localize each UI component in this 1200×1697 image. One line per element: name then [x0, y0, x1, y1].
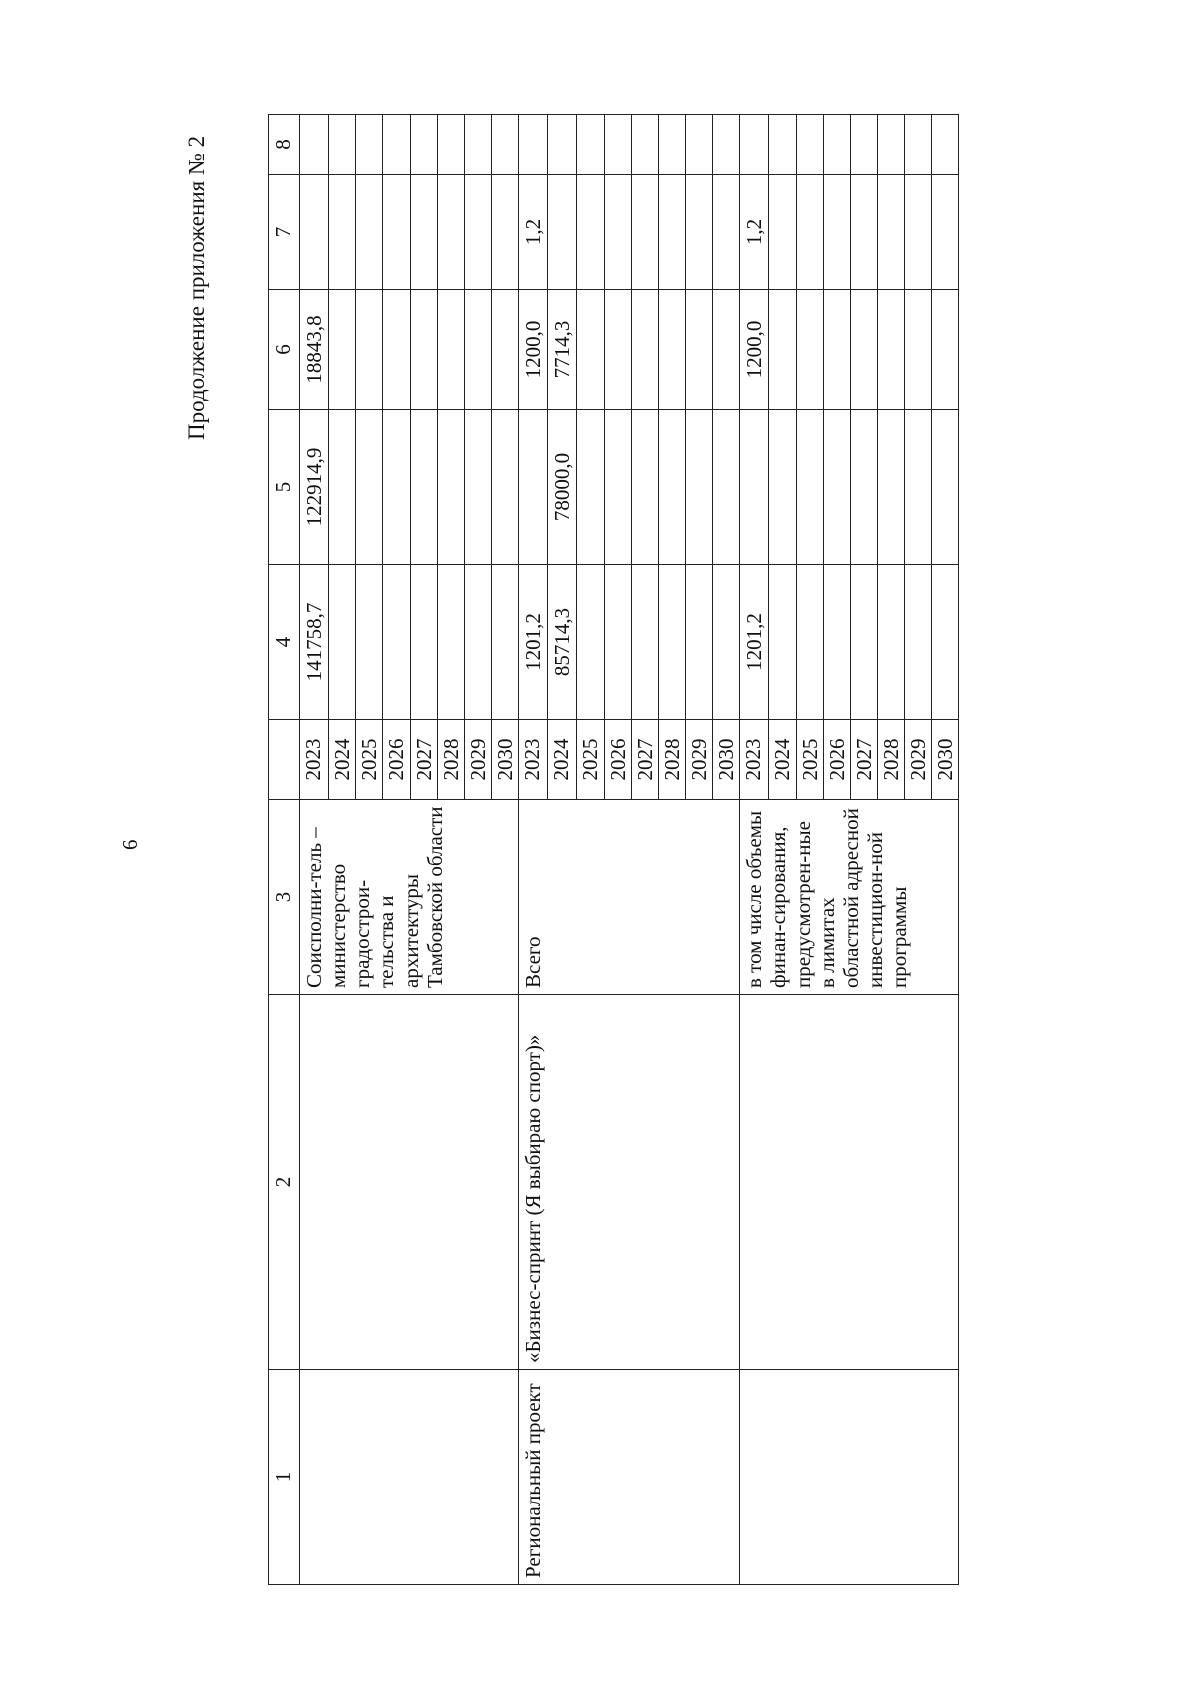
value-cell-c7 [464, 175, 491, 290]
value-cell-c7 [877, 175, 904, 290]
value-cell-c8 [548, 115, 577, 175]
value-cell-c4 [464, 565, 491, 720]
value-cell-c8 [796, 115, 823, 175]
source-cell: Соисполни-тель – министерство градострои-тельства и архитектуры Тамбовской области [300, 800, 519, 995]
header-cell [269, 720, 300, 800]
value-cell-c5 [932, 410, 959, 565]
year-cell: 2025 [796, 720, 823, 800]
value-cell-c5 [383, 410, 410, 565]
value-cell-c4 [631, 565, 658, 720]
value-cell-c8 [410, 115, 437, 175]
table-row [519, 115, 548, 1585]
value-cell-c6 [383, 290, 410, 410]
value-cell-c5: 78000,0 [548, 410, 577, 565]
year-cell: 2023 [740, 720, 769, 800]
value-cell-c6: 18843,8 [300, 290, 329, 410]
year-cell: 2026 [823, 720, 850, 800]
value-cell-c6 [491, 290, 518, 410]
value-cell-c8 [604, 115, 631, 175]
table-row [740, 115, 769, 1585]
value-cell-c5 [740, 410, 769, 565]
table-header-row [269, 115, 300, 1585]
value-cell-c7 [300, 175, 329, 290]
year-cell: 2026 [383, 720, 410, 800]
event-name-cell [300, 1370, 519, 1585]
value-cell-c5 [356, 410, 383, 565]
value-cell-c8 [356, 115, 383, 175]
value-cell-c6 [685, 290, 712, 410]
value-cell-c6 [437, 290, 464, 410]
year-cell: 2028 [877, 720, 904, 800]
value-cell-c5 [658, 410, 685, 565]
value-cell-c7 [577, 175, 604, 290]
year-cell: 2028 [437, 720, 464, 800]
year-cell: 2026 [604, 720, 631, 800]
value-cell-c6 [658, 290, 685, 410]
value-cell-c8 [519, 115, 548, 175]
value-cell-c6 [796, 290, 823, 410]
year-cell: 2025 [577, 720, 604, 800]
table-row [300, 115, 329, 1585]
value-cell-c8 [300, 115, 329, 175]
header-cell: 1 [269, 1370, 300, 1585]
rotated-table-container [268, 115, 1078, 1585]
value-cell-c6: 7714,3 [548, 290, 577, 410]
value-cell-c4 [437, 565, 464, 720]
value-cell-c7 [658, 175, 685, 290]
value-cell-c7 [905, 175, 932, 290]
value-cell-c4 [905, 565, 932, 720]
header-cell: 2 [269, 995, 300, 1370]
project-name-cell: «Бизнес-спринт (Я выбираю спорт)» [519, 995, 740, 1370]
year-cell: 2027 [410, 720, 437, 800]
year-cell: 2024 [548, 720, 577, 800]
header-cell: 6 [269, 290, 300, 410]
value-cell-c8 [383, 115, 410, 175]
value-cell-c6 [577, 290, 604, 410]
value-cell-c5 [410, 410, 437, 565]
value-cell-c4 [577, 565, 604, 720]
year-cell: 2030 [491, 720, 518, 800]
value-cell-c6 [769, 290, 796, 410]
value-cell-c7 [932, 175, 959, 290]
value-cell-c7 [356, 175, 383, 290]
value-cell-c5 [577, 410, 604, 565]
header-cell: 7 [269, 175, 300, 290]
value-cell-c7 [437, 175, 464, 290]
value-cell-c5 [604, 410, 631, 565]
year-cell: 2027 [631, 720, 658, 800]
value-cell-c4 [658, 565, 685, 720]
year-cell: 2029 [685, 720, 712, 800]
year-cell: 2023 [300, 720, 329, 800]
value-cell-c8 [850, 115, 877, 175]
year-cell: 2030 [932, 720, 959, 800]
value-cell-c5 [905, 410, 932, 565]
value-cell-c6 [631, 290, 658, 410]
value-cell-c6 [877, 290, 904, 410]
value-cell-c5 [769, 410, 796, 565]
value-cell-c5 [823, 410, 850, 565]
value-cell-c8 [329, 115, 356, 175]
value-cell-c4: 1201,2 [740, 565, 769, 720]
year-cell: 2030 [713, 720, 740, 800]
value-cell-c7 [548, 175, 577, 290]
value-cell-c7 [769, 175, 796, 290]
value-cell-c5 [850, 410, 877, 565]
value-cell-c7 [491, 175, 518, 290]
value-cell-c7 [796, 175, 823, 290]
value-cell-c7 [713, 175, 740, 290]
value-cell-c6: 1200,0 [519, 290, 548, 410]
event-name-cell: Региональный проект [519, 1370, 740, 1585]
value-cell-c4 [604, 565, 631, 720]
value-cell-c4 [796, 565, 823, 720]
value-cell-c7 [329, 175, 356, 290]
value-cell-c5 [437, 410, 464, 565]
value-cell-c6 [905, 290, 932, 410]
value-cell-c8 [823, 115, 850, 175]
source-cell: в том числе объемы финан-сирования, предусмотрен-ные в лимитах областной адресной инвестицион-ной программы [740, 800, 959, 995]
value-cell-c5 [519, 410, 548, 565]
year-cell: 2024 [329, 720, 356, 800]
event-name-cell [740, 1370, 959, 1585]
value-cell-c4 [850, 565, 877, 720]
value-cell-c6 [329, 290, 356, 410]
financing-table [268, 114, 959, 1585]
value-cell-c7: 1,2 [519, 175, 548, 290]
source-cell: Всего [519, 800, 740, 995]
value-cell-c8 [491, 115, 518, 175]
value-cell-c6 [823, 290, 850, 410]
value-cell-c8 [769, 115, 796, 175]
value-cell-c6 [604, 290, 631, 410]
value-cell-c4 [329, 565, 356, 720]
value-cell-c5 [796, 410, 823, 565]
value-cell-c4 [383, 565, 410, 720]
year-cell: 2029 [905, 720, 932, 800]
value-cell-c8 [631, 115, 658, 175]
value-cell-c6 [356, 290, 383, 410]
value-cell-c7 [823, 175, 850, 290]
value-cell-c5 [329, 410, 356, 565]
value-cell-c6 [410, 290, 437, 410]
value-cell-c4 [823, 565, 850, 720]
value-cell-c7 [685, 175, 712, 290]
value-cell-c7 [850, 175, 877, 290]
value-cell-c4: 141758,7 [300, 565, 329, 720]
value-cell-c4 [877, 565, 904, 720]
value-cell-c4 [769, 565, 796, 720]
value-cell-c7: 1,2 [740, 175, 769, 290]
value-cell-c6 [464, 290, 491, 410]
value-cell-c4 [491, 565, 518, 720]
page-heading: Продолжение приложения № 2 [184, 135, 209, 440]
value-cell-c4: 1201,2 [519, 565, 548, 720]
value-cell-c8 [437, 115, 464, 175]
value-cell-c5 [464, 410, 491, 565]
header-cell: 8 [269, 115, 300, 175]
value-cell-c8 [658, 115, 685, 175]
year-cell: 2029 [464, 720, 491, 800]
value-cell-c6 [713, 290, 740, 410]
value-cell-c6 [850, 290, 877, 410]
value-cell-c8 [905, 115, 932, 175]
page-number: 6 [118, 839, 142, 850]
year-cell: 2023 [519, 720, 548, 800]
project-name-cell [300, 995, 519, 1370]
header-cell: 3 [269, 800, 300, 995]
year-cell: 2025 [356, 720, 383, 800]
value-cell-c7 [604, 175, 631, 290]
value-cell-c5 [491, 410, 518, 565]
year-cell: 2028 [658, 720, 685, 800]
header-cell: 4 [269, 565, 300, 720]
value-cell-c8 [464, 115, 491, 175]
value-cell-c4 [410, 565, 437, 720]
value-cell-c8 [932, 115, 959, 175]
value-cell-c7 [631, 175, 658, 290]
project-name-cell [740, 995, 959, 1370]
value-cell-c4: 85714,3 [548, 565, 577, 720]
value-cell-c7 [410, 175, 437, 290]
value-cell-c6 [932, 290, 959, 410]
year-cell: 2024 [769, 720, 796, 800]
table-body [300, 115, 959, 1585]
value-cell-c7 [383, 175, 410, 290]
year-cell: 2027 [850, 720, 877, 800]
value-cell-c4 [356, 565, 383, 720]
value-cell-c5 [877, 410, 904, 565]
value-cell-c8 [713, 115, 740, 175]
value-cell-c6: 1200,0 [740, 290, 769, 410]
value-cell-c4 [685, 565, 712, 720]
value-cell-c8 [685, 115, 712, 175]
value-cell-c4 [713, 565, 740, 720]
value-cell-c5 [713, 410, 740, 565]
value-cell-c8 [577, 115, 604, 175]
header-cell: 5 [269, 410, 300, 565]
value-cell-c8 [740, 115, 769, 175]
value-cell-c5 [685, 410, 712, 565]
value-cell-c5: 122914,9 [300, 410, 329, 565]
value-cell-c4 [932, 565, 959, 720]
value-cell-c5 [631, 410, 658, 565]
value-cell-c8 [877, 115, 904, 175]
